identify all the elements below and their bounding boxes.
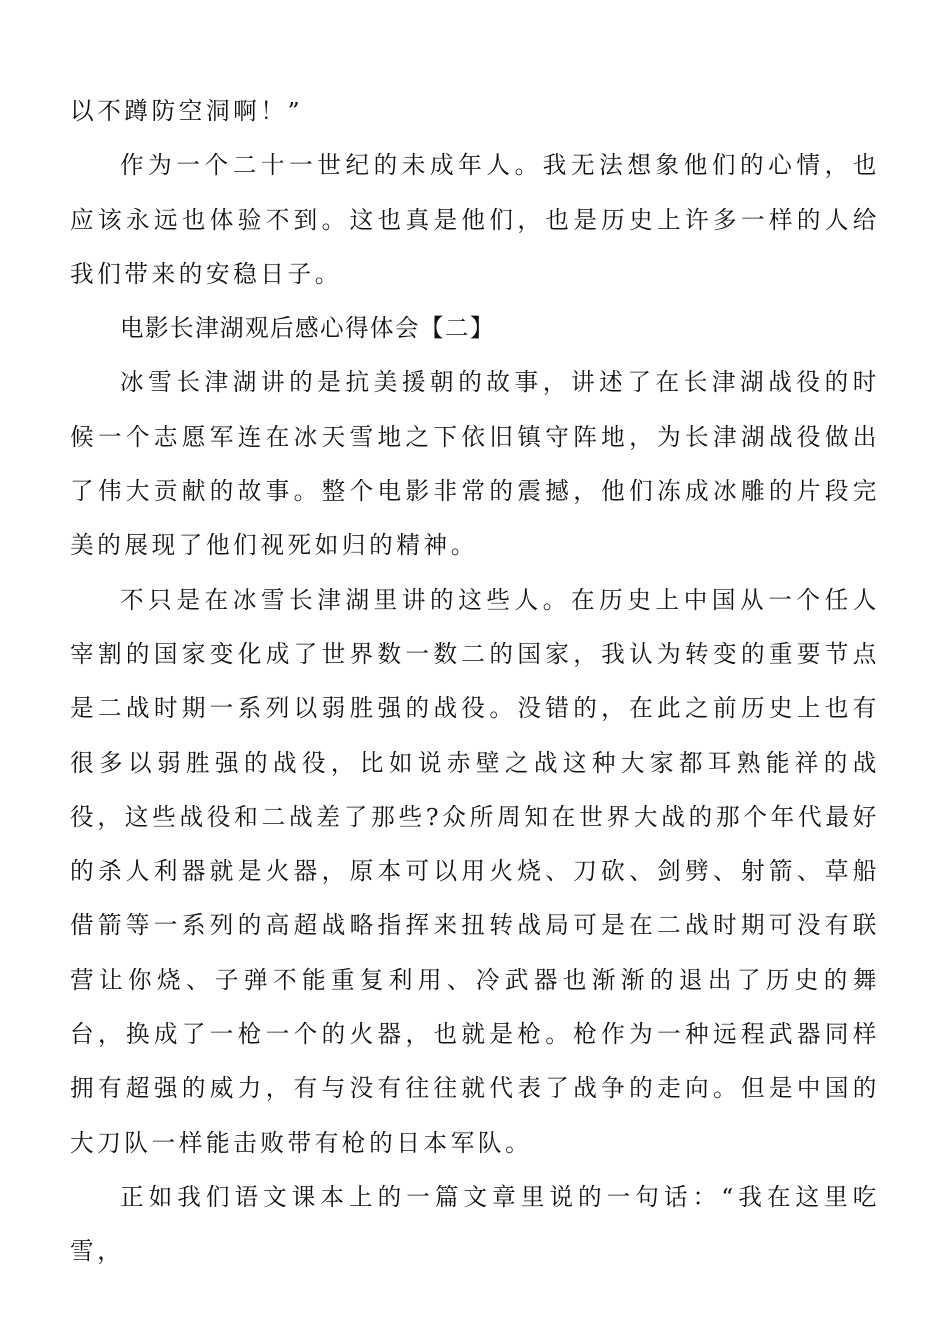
- paragraph-continuation: 以不蹲防空洞啊！”: [70, 97, 304, 125]
- body-text: [70, 84, 880, 1279]
- paragraph-reflection: 作为一个二十一世纪的未成年人。我无法想象他们的心情，也应该永远也体验不到。这也真是他们，也是历史上许多一样的人给我们带来的安稳日子。: [70, 151, 880, 288]
- paragraph-quote-start: 正如我们语文课本上的一篇文章里说的一句话：“我在这里吃雪，: [70, 1182, 880, 1266]
- paragraph-story-summary: 冰雪长津湖讲的是抗美援朝的故事，讲述了在长津湖战役的时候一个志愿军连在冰天雪地之下依旧镇守阵地，为长津湖战役做出了伟大贡献的故事。整个电影非常的震撼，他们冻成冰雕的片段完美的展现了他们视死如归的精神。: [70, 368, 880, 560]
- paragraph-history: 不只是在冰雪长津湖里讲的这些人。在历史上中国从一个任人宰割的国家变化成了世界数一数二的国家，我认为转变的重要节点是二战时期一系列以弱胜强的战役。没错的，在此之前历史上也有很多以弱胜强的战役，比如说赤壁之战这种大家都耳熟能祥的战役，这些战役和二战差了那些?众所周知在世界大战的那个年代最好的杀人利器就是火器，原本可以用火烧、刀砍、剑劈、射箭、草船借箭等一系列的高超战略指挥来扭转战局可是在二战时期可没有联营让你烧、子弹不能重复利用、冷武器也渐渐的退出了历史的舞台，换成了一枪一个的火器，也就是枪。枪作为一种远程武器同样拥有超强的威力，有与没有往往就代表了战争的走向。但是中国的大刀队一样能击败带有枪的日本军队。: [70, 585, 880, 1157]
- section-heading: 电影长津湖观后感心得体会【二】: [120, 314, 495, 343]
